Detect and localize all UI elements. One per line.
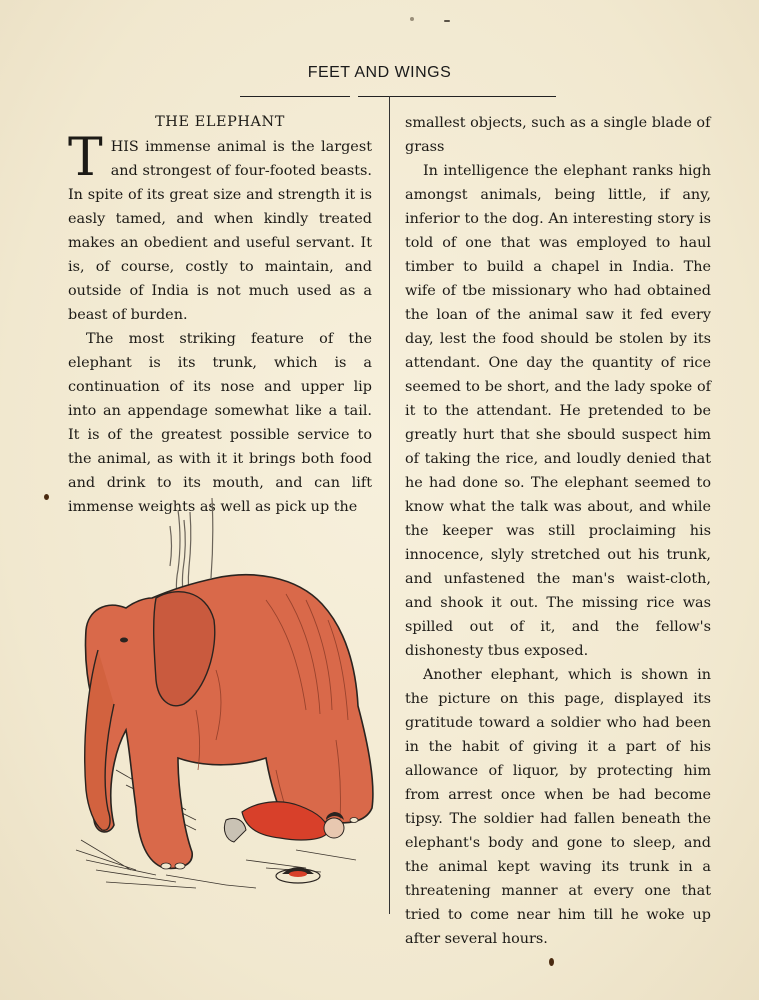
paragraph-intro	[68, 128, 372, 327]
paper-speck	[44, 494, 49, 500]
paragraph-soldier: Another elephant, which is shown in the picture on this page, displayed its gratitude toward a soldier who had been in the habit of giving it a part of his allowance of liquor, by protecting him from arrest once when be had become tipsy. The soldier had fallen beneath the elephant's body and gone to sleep, and the animal kept waving its trunk in a threatening manner at every one that tried to come near him till he woke up after several hours.	[405, 667, 711, 947]
running-header: FEET AND WINGS	[307, 64, 452, 81]
right-column	[405, 111, 711, 951]
paper-speck	[444, 20, 450, 22]
column-divider	[389, 96, 390, 914]
paragraph-intro-text: HIS immense animal is the largest and strongest of four-footed beasts. In spite of its great size and strength it is easly tamed, and when kindly treated makes an obedient and useful servant. It is, of course, costly to maintain, and outside of India is not much used as a beast of burden.	[68, 139, 372, 323]
article-title: THE ELEPHANT	[155, 114, 285, 130]
elephant-illustration	[66, 490, 386, 900]
paper-speck	[549, 958, 554, 966]
left-column	[68, 111, 372, 519]
paragraph-trunk: The most striking feature of the elephant is its trunk, which is a continuation of its nose and upper lip into an appendage somewhat like a tail. It is of the greatest possible service to the animal, as with it it brings both food and drink to its mouth, and can lift immense weights as well as pick up the	[68, 331, 372, 515]
paper-speck	[410, 17, 414, 21]
header-rule-left	[240, 96, 350, 97]
paragraph-intelligence: In intelligence the elephant ranks high amongst animals, being little, if any, inferior to the dog. An interesting story is told of one that was employed to haul timber to build a chapel in India. The wife of tbe missionary who had obtained the loan of the animal saw it fed every day, lest the food should be stolen by its attendant. One day the quantity of rice seemed to be short, and the lady spoke of it to the attendant. He pretended to be greatly hurt that she sbould suspect him of taking the rice, and loudly denied that he had done so. The elephant seemed to know what the talk was about, and while the keeper was still proclaiming his innocence, slyly stretched out his trunk, and unfastened the man's waist-cloth, and shook it out. The missing rice was spilled out of it, and the fellow's dishonesty tbus exposed.	[405, 163, 711, 659]
header-rule-right	[358, 96, 556, 97]
drop-cap: T	[68, 128, 103, 188]
paragraph-trunk-continued: smallest objects, such as a single blade of grass	[405, 115, 711, 155]
